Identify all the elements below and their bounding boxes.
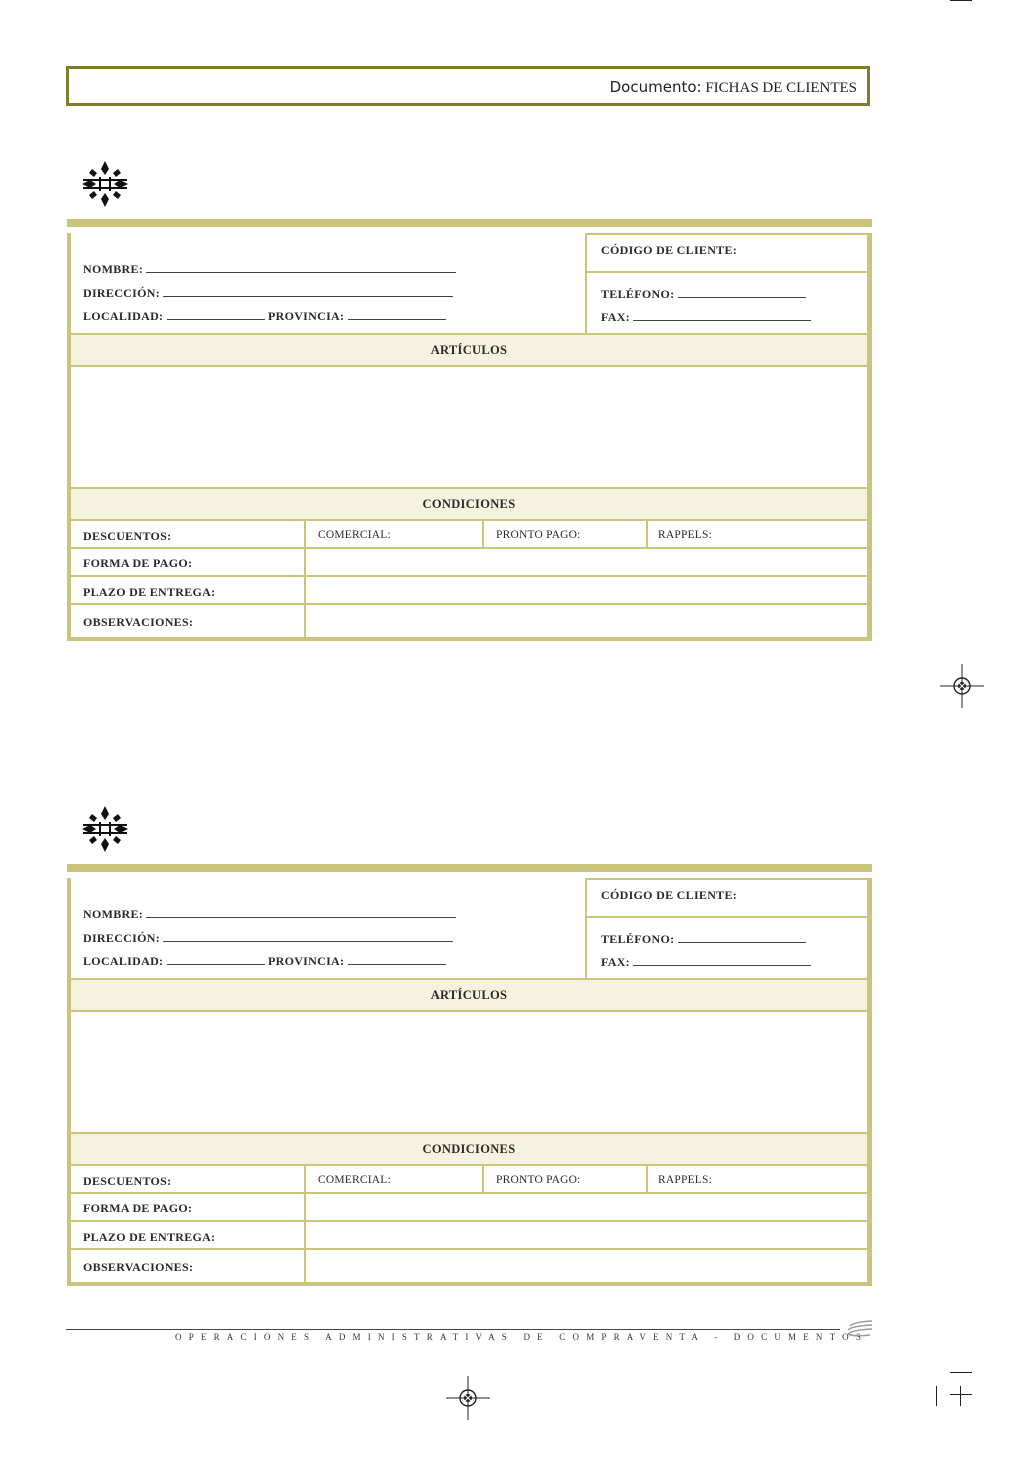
observaciones-input[interactable]: [304, 1248, 869, 1284]
pronto-pago-cell[interactable]: [482, 519, 648, 549]
observaciones-cell: [69, 1248, 306, 1284]
codigo-cliente-label: CÓDIGO DE CLIENTE:: [601, 888, 738, 902]
crop-mark-icon: [950, 1394, 972, 1395]
comercial-label: COMERCIAL:: [318, 1174, 391, 1186]
registration-mark-icon: [446, 1376, 490, 1420]
condiciones-title: CONDICIONES: [422, 1142, 516, 1156]
descuentos-label: DESCUENTOS:: [83, 1174, 172, 1188]
compass-star-icon: [80, 804, 130, 854]
articulos-area[interactable]: [69, 1010, 869, 1134]
condiciones-header: [69, 1132, 869, 1166]
observaciones-input[interactable]: [304, 603, 869, 639]
card-band: [67, 219, 872, 227]
articulos-area[interactable]: [69, 365, 869, 489]
plazo-entrega-input[interactable]: [304, 1220, 869, 1250]
observaciones-label: OBSERVACIONES:: [83, 1260, 194, 1274]
fax-label: FAX:: [601, 955, 811, 970]
document-label: Documento:: [609, 78, 702, 96]
document-header: [66, 66, 870, 106]
rappels-cell[interactable]: [646, 1164, 869, 1194]
articulos-header: [69, 978, 869, 1012]
nombre-field[interactable]: NOMBRE:: [83, 907, 456, 922]
telefono-label: TELÉFONO:: [601, 287, 806, 302]
forma-pago-input[interactable]: [304, 1192, 869, 1222]
descuentos-cell: [69, 519, 306, 549]
contact-cell: [585, 916, 869, 980]
condiciones-header: [69, 487, 869, 521]
articulos-header: [69, 333, 869, 367]
codigo-cliente-label: CÓDIGO DE CLIENTE:: [601, 243, 738, 257]
stacked-pages-icon: [846, 1320, 874, 1338]
pronto-pago-label: PRONTO PAGO:: [496, 1174, 581, 1186]
codigo-cliente-cell[interactable]: [585, 878, 869, 918]
forma-pago-input[interactable]: [304, 547, 869, 577]
descuentos-cell: [69, 1164, 306, 1194]
plazo-entrega-input[interactable]: [304, 575, 869, 605]
crop-mark-icon: [950, 0, 972, 1]
codigo-cliente-cell[interactable]: [585, 233, 869, 273]
plazo-entrega-cell: [69, 575, 306, 605]
document-name: FICHAS DE CLIENTES: [705, 80, 857, 96]
document-title: [610, 78, 857, 97]
forma-pago-cell: [69, 1192, 306, 1222]
observaciones-cell: [69, 603, 306, 639]
plazo-entrega-label: PLAZO DE ENTREGA:: [83, 585, 216, 599]
pronto-pago-cell[interactable]: [482, 1164, 648, 1194]
comercial-cell[interactable]: [304, 1164, 484, 1194]
localidad-field[interactable]: LOCALIDAD: PROVINCIA:: [83, 954, 446, 969]
footer-rule: [66, 1329, 840, 1330]
telefono-label: TELÉFONO:: [601, 932, 806, 947]
registration-mark-icon: [940, 664, 984, 708]
crop-mark-icon: [950, 1372, 972, 1373]
pronto-pago-label: PRONTO PAGO:: [496, 529, 581, 541]
observaciones-label: OBSERVACIONES:: [83, 615, 194, 629]
fax-label: FAX:: [601, 310, 811, 325]
crop-mark-icon: [960, 1386, 961, 1406]
rappels-cell[interactable]: [646, 519, 869, 549]
nombre-field[interactable]: NOMBRE:: [83, 262, 456, 277]
plazo-entrega-label: PLAZO DE ENTREGA:: [83, 1230, 216, 1244]
forma-pago-label: FORMA DE PAGO:: [83, 1201, 193, 1215]
forma-pago-label: FORMA DE PAGO:: [83, 556, 193, 570]
plazo-entrega-cell: [69, 1220, 306, 1250]
direccion-field[interactable]: DIRECCIÓN:: [83, 286, 453, 301]
rappels-label: RAPPELS:: [658, 1174, 713, 1186]
forma-pago-cell: [69, 547, 306, 577]
card-band: [67, 864, 872, 872]
comercial-label: COMERCIAL:: [318, 529, 391, 541]
condiciones-title: CONDICIONES: [422, 497, 516, 511]
footer-text: OPERACIONES ADMINISTRATIVAS DE COMPRAVENTA - DOCUMENTOS: [175, 1332, 869, 1342]
compass-star-icon: [80, 159, 130, 209]
comercial-cell[interactable]: [304, 519, 484, 549]
direccion-field[interactable]: DIRECCIÓN:: [83, 931, 453, 946]
crop-mark-icon: [936, 1386, 937, 1406]
localidad-field[interactable]: LOCALIDAD: PROVINCIA:: [83, 309, 446, 324]
articulos-title: ARTÍCULOS: [430, 988, 508, 1002]
rappels-label: RAPPELS:: [658, 529, 713, 541]
descuentos-label: DESCUENTOS:: [83, 529, 172, 543]
articulos-title: ARTÍCULOS: [430, 343, 508, 357]
contact-cell: [585, 271, 869, 335]
